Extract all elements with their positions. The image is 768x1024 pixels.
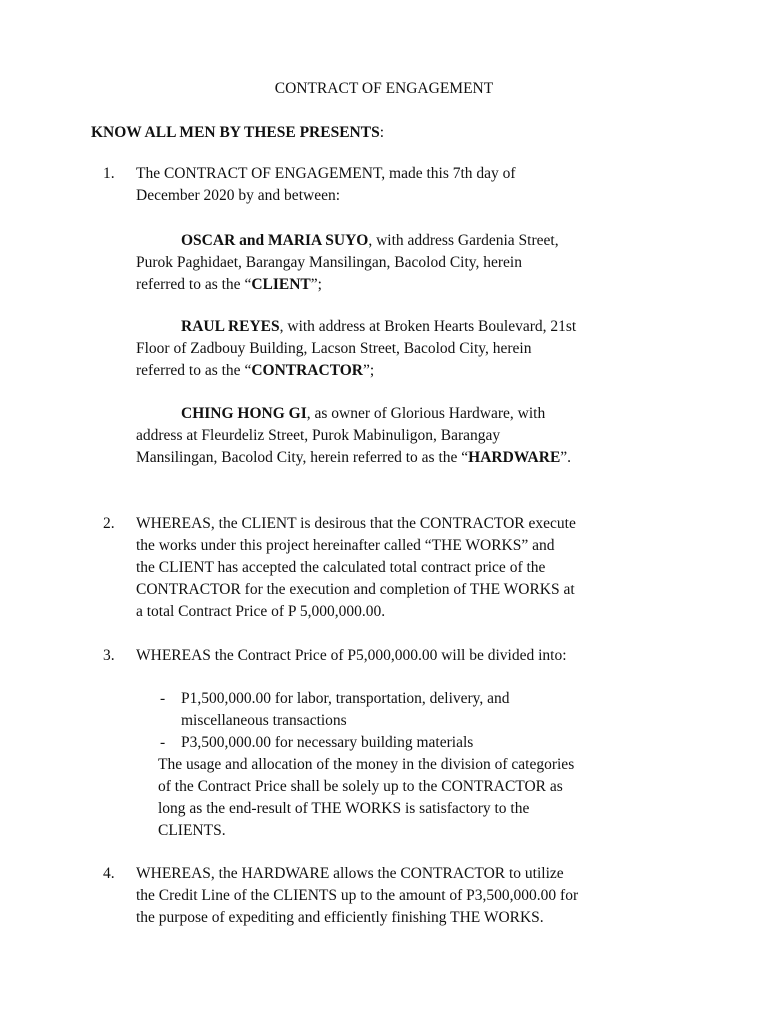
text-line xyxy=(136,403,656,425)
text-line: December 2020 by and between: xyxy=(136,187,341,204)
text-line: The CONTRACT OF ENGAGEMENT, made this 7th day of xyxy=(136,165,516,182)
text-line: a total Contract Price of P 5,000,000.00. xyxy=(136,603,386,620)
text-fragment: Mansilingan, Bacolod City, herein referred to as the “ xyxy=(136,449,469,466)
text-line: Purok Paghidaet, Barangay Mansilingan, Bacolod City, herein xyxy=(136,254,522,271)
bullet-item-labor xyxy=(181,688,510,732)
party-hardware xyxy=(136,403,656,469)
clause-text xyxy=(136,645,656,667)
text-line: the purpose of expediting and efficiently finishing THE WORKS. xyxy=(136,909,544,926)
text-fragment: referred to as the “ xyxy=(136,362,252,379)
text-line: P3,500,000.00 for necessary building materials xyxy=(181,734,474,751)
text-line: miscellaneous transactions xyxy=(181,712,347,729)
party-client xyxy=(136,230,656,296)
text-line xyxy=(136,447,656,469)
text-fragment: ”; xyxy=(310,276,322,293)
clause-text xyxy=(136,513,656,623)
text-line: of the Contract Price shall be solely up to the CONTRACTOR as xyxy=(158,778,563,795)
document-title: CONTRACT OF ENGAGEMENT xyxy=(274,80,494,97)
text-fragment: , with address at Broken Hearts Boulevard, 21st xyxy=(279,318,577,335)
text-fragment: , with address Gardenia Street, xyxy=(368,232,559,249)
intro-bold-text: KNOW ALL MEN BY THESE PRESENTS xyxy=(91,124,380,141)
text-fragment: ”. xyxy=(560,449,572,466)
text-line: WHEREAS, the CLIENT is desirous that the CONTRACTOR execute xyxy=(136,515,576,532)
intro-colon: : xyxy=(379,124,385,141)
text-line: Floor of Zadbouy Building, Lacson Street, Bacolod City, herein xyxy=(136,340,532,357)
text-line xyxy=(136,360,656,382)
text-line: The usage and allocation of the money in the division of categories xyxy=(158,756,575,773)
bullet-item-materials xyxy=(181,732,473,754)
clause-number: 3. xyxy=(103,647,115,664)
text-line: the CLIENT has accepted the calculated total contract price of the xyxy=(136,559,546,576)
text-line: WHEREAS, the HARDWARE allows the CONTRACTOR to utilize xyxy=(136,865,564,882)
text-line: address at Fleurdeliz Street, Purok Mabinuligon, Barangay xyxy=(136,427,501,444)
clause-number: 2. xyxy=(103,515,115,532)
clause-number: 1. xyxy=(103,165,115,182)
text-line: WHEREAS the Contract Price of P5,000,000.00 will be divided into: xyxy=(136,647,567,664)
text-line: CONTRACTOR for the execution and completion of THE WORKS at xyxy=(136,581,575,598)
bullet-dash: - xyxy=(160,734,166,751)
text-fragment: , as owner of Glorious Hardware, with xyxy=(306,405,546,422)
hardware-label: HARDWARE xyxy=(468,449,561,466)
text-line xyxy=(136,316,656,338)
client-label: CLIENT xyxy=(251,276,311,293)
clause-text xyxy=(136,863,656,929)
text-line: the works under this project hereinafter called “THE WORKS” and xyxy=(136,537,555,554)
clause-number: 4. xyxy=(103,865,115,882)
text-line: CLIENTS. xyxy=(158,822,226,839)
text-line: P1,500,000.00 for labor, transportation, delivery, and xyxy=(181,690,510,707)
client-name: OSCAR and MARIA SUYO xyxy=(181,232,369,249)
text-line xyxy=(136,274,656,296)
contractor-label: CONTRACTOR xyxy=(251,362,363,379)
hardware-name: CHING HONG GI xyxy=(181,405,307,422)
text-line: long as the end-result of THE WORKS is satisfactory to the xyxy=(158,800,530,817)
clause-text xyxy=(136,163,656,207)
contractor-name: RAUL REYES xyxy=(181,318,280,335)
bullet-dash: - xyxy=(160,690,166,707)
allocation-note xyxy=(158,754,574,842)
text-line: the Credit Line of the CLIENTS up to the amount of P3,500,000.00 for xyxy=(136,887,579,904)
text-fragment: ”; xyxy=(363,362,375,379)
intro-heading xyxy=(91,122,384,144)
text-line xyxy=(136,230,656,252)
text-fragment: referred to as the “ xyxy=(136,276,252,293)
party-contractor xyxy=(136,316,656,382)
